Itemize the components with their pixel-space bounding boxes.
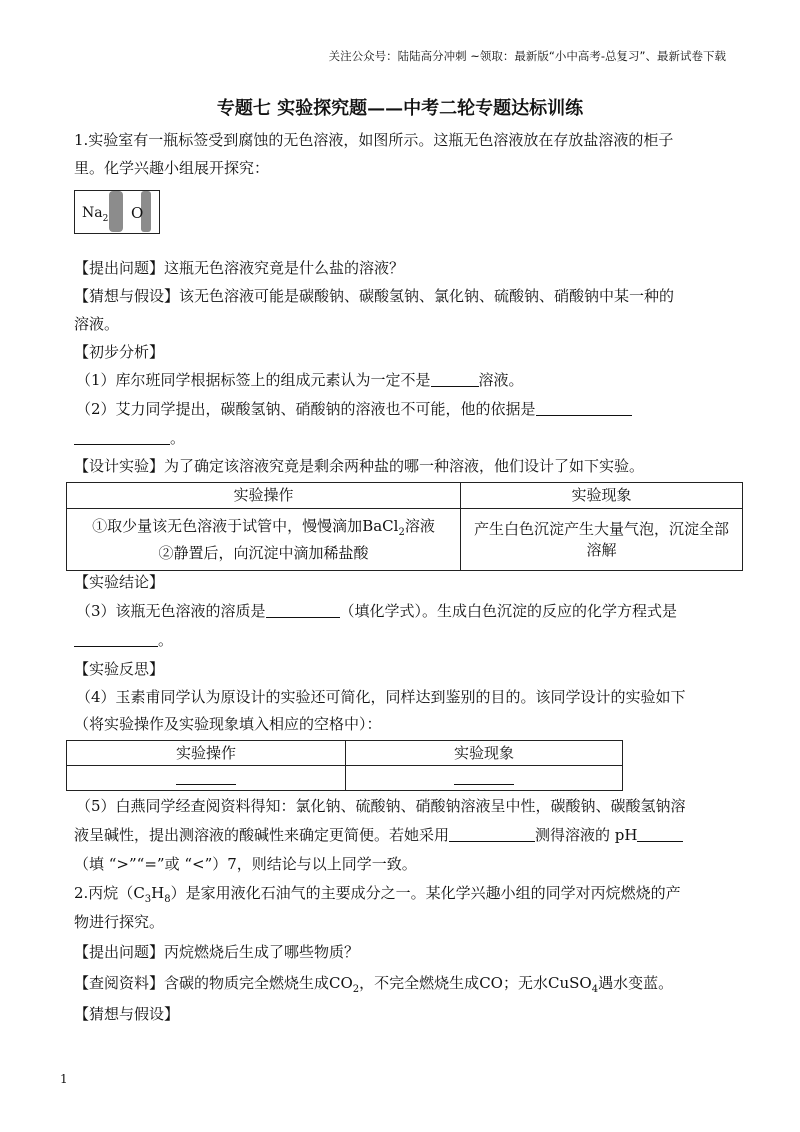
label-text-na: $Na_2$ bbox=[82, 205, 109, 224]
answer-blank[interactable] bbox=[536, 401, 632, 416]
page-number: 1 bbox=[60, 1072, 68, 1086]
answer-blank[interactable] bbox=[449, 827, 535, 842]
answer-blank[interactable] bbox=[176, 770, 236, 785]
answer-blank[interactable] bbox=[74, 632, 158, 647]
q1-sub2: （2）艾力同学提出，碳酸氢钠、硝酸钠的溶液也不可能，他的依据是 bbox=[76, 399, 732, 420]
answer-blank[interactable] bbox=[431, 372, 479, 387]
corroded-label-figure bbox=[74, 190, 160, 234]
q2-info: 【查阅资料】含碳的物质完全燃烧生成$CO_2$，不完全燃烧生成CO；无水CuSO$_4$遇水变蓝。 bbox=[74, 974, 674, 995]
q1-conclusion-heading: 【实验结论】 bbox=[74, 573, 165, 591]
q1-sub5-line1: （5）白燕同学经查阅资料得知：氯化钠、硫酸钠、硝酸钠溶液呈中性，碳酸钠、碳酸氢钠溶 bbox=[76, 797, 686, 815]
header-note: 关注公众号：陆陆高分冲刺 ~领取：最新版“小中高考-总复习”、最新试卷下载 bbox=[328, 49, 726, 63]
corrosion-band-left bbox=[109, 191, 123, 232]
answer-blank[interactable] bbox=[637, 827, 683, 842]
q1-intro-line1: 1.实验室有一瓶标签受到腐蚀的无色溶液，如图所示。这瓶无色溶液放在存放盐溶液的柜子 bbox=[74, 131, 674, 149]
page-title: 专题七 实验探究题——中考二轮专题达标训练 bbox=[216, 98, 584, 119]
table-cell-operation: ①取少量该无色溶液于试管中，慢慢滴加BaCl$_2$溶液 ②静置后，向沉淀中滴加稀盐酸 bbox=[67, 509, 461, 571]
label-text-o: O bbox=[131, 204, 144, 222]
q1-analysis-heading: 【初步分析】 bbox=[74, 343, 165, 361]
answer-blank[interactable] bbox=[454, 770, 514, 785]
table2-cell-observation[interactable] bbox=[346, 766, 623, 791]
q1-sub1: （1）库尔班同学根据标签上的组成元素认为一定不是 溶液。 bbox=[76, 371, 524, 389]
table2-header-operation: 实验操作 bbox=[67, 741, 346, 766]
simplified-experiment-table bbox=[66, 740, 623, 791]
q1-sub3-cont: 。 bbox=[74, 630, 730, 651]
answer-blank[interactable] bbox=[266, 603, 340, 618]
q1-sub2-cont: 。 bbox=[74, 428, 730, 449]
q2-guess-heading: 【猜想与假设】 bbox=[74, 1005, 180, 1023]
q1-sub4-line1: （4）玉素甫同学认为原设计的实验还可简化，同样达到鉴别的目的。该同学设计的实验如下 bbox=[76, 688, 686, 706]
q1-sub4-line2: （将实验操作及实验现象填入相应的空格中）： bbox=[74, 715, 382, 733]
q1-sub3: （3）该瓶无色溶液的溶质是 （填化学式）。生成白色沉淀的反应的化学方程式是 bbox=[76, 602, 678, 620]
q1-design: 【设计实验】为了确定该溶液究竟是剩余两种盐的哪一种溶液，他们设计了如下实验。 bbox=[74, 457, 645, 475]
table-header-operation: 实验操作 bbox=[67, 483, 461, 509]
q1-guess-line2: 溶液。 bbox=[74, 315, 120, 333]
q1-intro-line2: 里。化学兴趣小组展开探究： bbox=[74, 159, 270, 177]
q1-guess-line1: 【猜想与假设】该无色溶液可能是碳酸钠、碳酸氢钠、氯化钠、硫酸钠、硝酸钠中某一种的 bbox=[74, 287, 675, 305]
q1-sub5-line3: （填 “>”“=”或 “<”）7，则结论与以上同学一致。 bbox=[74, 855, 417, 873]
answer-blank[interactable] bbox=[74, 430, 170, 445]
table-cell-observation: 产生白色沉淀产生大量气泡，沉淀全部 溶解 bbox=[461, 509, 743, 571]
table-header-observation: 实验现象 bbox=[461, 483, 743, 509]
q2-ask: 【提出问题】丙烷燃烧后生成了哪些物质？ bbox=[74, 943, 360, 961]
table2-cell-operation[interactable] bbox=[67, 766, 346, 791]
q1-reflect-heading: 【实验反思】 bbox=[74, 660, 165, 678]
q1-ask: 【提出问题】这瓶无色溶液究竟是什么盐的溶液？ bbox=[74, 259, 405, 277]
experiment-table bbox=[66, 482, 743, 571]
table2-header-observation: 实验现象 bbox=[346, 741, 623, 766]
q2-intro-line2: 物进行探究。 bbox=[74, 913, 165, 931]
q2-intro-line1: 2.丙烷$(C_3H_8)$是家用液化石油气的主要成分之一。某化学兴趣小组的同学对丙烷燃烧的产 bbox=[74, 884, 681, 905]
q1-sub5-line2: 液呈碱性，提出测溶液的酸碱性来确定更简便。若她采用 测得溶液的 pH bbox=[74, 825, 730, 846]
